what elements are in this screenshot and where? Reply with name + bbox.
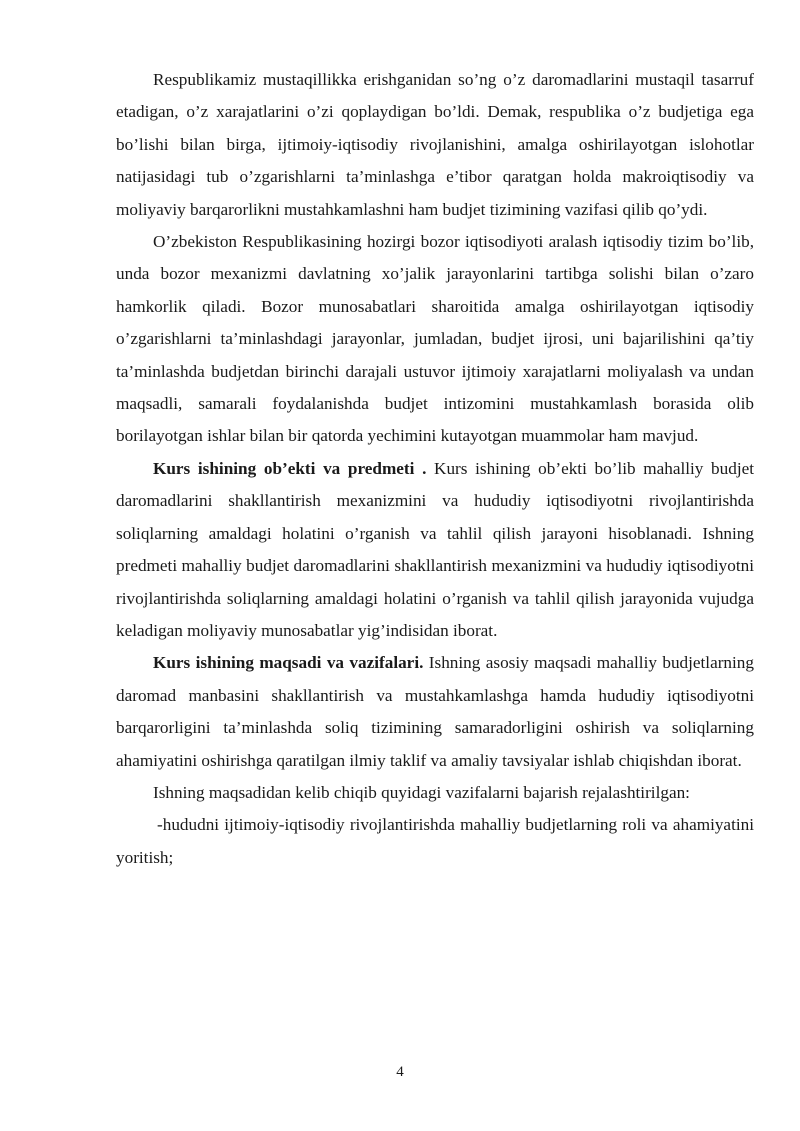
paragraph-intro: Respublikamiz mustaqillikka erishganidan so’ng o’z daromadlarini mustaqil tasarruf etadigan, o’z xarajatlarini o’zi qoplaydigan bo’ldi. Demak, respublika o’z budjetiga ega bo’lishi bilan birga, ijtimoiy-iqtisodiy rivojlanishini, amalga oshirilayotgan islohotlar natijasidagi tub o’zgarishlarni ta’minlashga e’tibor qaratgan holda makroiqtisodiy va moliyaviy barqarorlikni mustahkamlashni ham budjet tizimining vazifasi qilib qo’ydi. xyxy=(116,70,754,219)
document-body xyxy=(116,64,754,874)
goal-tasks-text: Ishning asosiy maqsadi mahalliy budjetlarning daromad manbasini shakllantirish va mustahkamlashga hamda hududiy iqtisodiyotni barqarorligini ta’minlashda soliq tizimining samaradorligini oshirish va soliqlarning ahamiyatini oshirishga qaratilgan ilmiy taklif va amaliy tavsiyalar ishlab chiqishdan iborat. xyxy=(116,653,754,770)
page-number: 4 xyxy=(396,1064,404,1080)
paragraph-tasks-intro: Ishning maqsadidan kelib chiqib quyidagi vazifalarni bajarish rejalashtirilgan: xyxy=(153,782,690,802)
object-subject-text: Kurs ishining ob’ekti bo’lib mahalliy budjet daromadlarini shakllantirish mexanizmini va hududiy iqtisodiyotni rivojlantirishda soliqlarning amaldagi holatini o’rganish va tahlil qilish jarayoni hisoblanadi. Ishning predmeti mahalliy budjet daromadlarini shakllantirish mexanizmini va hududiy iqtisodiyotni rivojlantirishda soliqlarning amaldagi holatini o’rganish va tahlil qilish jarayonida vujudga keladigan moliyaviy munosabatlar yig’indisidan iborat. xyxy=(116,458,754,640)
paragraph-economy: O’zbekiston Respublikasining hozirgi bozor iqtisodiyoti aralash iqtisodiy tizim bo’lib, unda bozor mexanizmi davlatning xo’jalik jarayonlarini tartibga solishi bilan o’zaro hamkorlik qiladi. Bozor munosabatlari sharoitida amalga oshirilayotgan iqtisodiy o’zgarishlarni ta’minlashdagi jarayonlar, jumladan, budjet ijrosi, uni bajarilishini qa’tiy ta’minlashda budjetdan birinchi darajali ustuvor ijtimoiy xarajatlarni moliyalash va undan maqsadli, samarali foydalanishda budjet intizomini mustahkamlash borasida olib borilayotgan ishlar bilan bir qatorda yechimini kutayotgan muammolar ham mavjud. xyxy=(116,232,754,446)
heading-object-subject: Kurs ishining ob’ekti va predmeti . xyxy=(153,458,427,478)
paragraph-goal-tasks xyxy=(116,647,754,777)
heading-goal-tasks: Kurs ishining maqsadi va vazifalari. xyxy=(153,653,424,673)
list-item-task-1: -hududni ijtimoiy-iqtisodiy rivojlantirishda mahalliy budjetlarning roli va ahamiyatini yoritish; xyxy=(116,815,754,867)
paragraph-object-subject xyxy=(116,453,754,647)
